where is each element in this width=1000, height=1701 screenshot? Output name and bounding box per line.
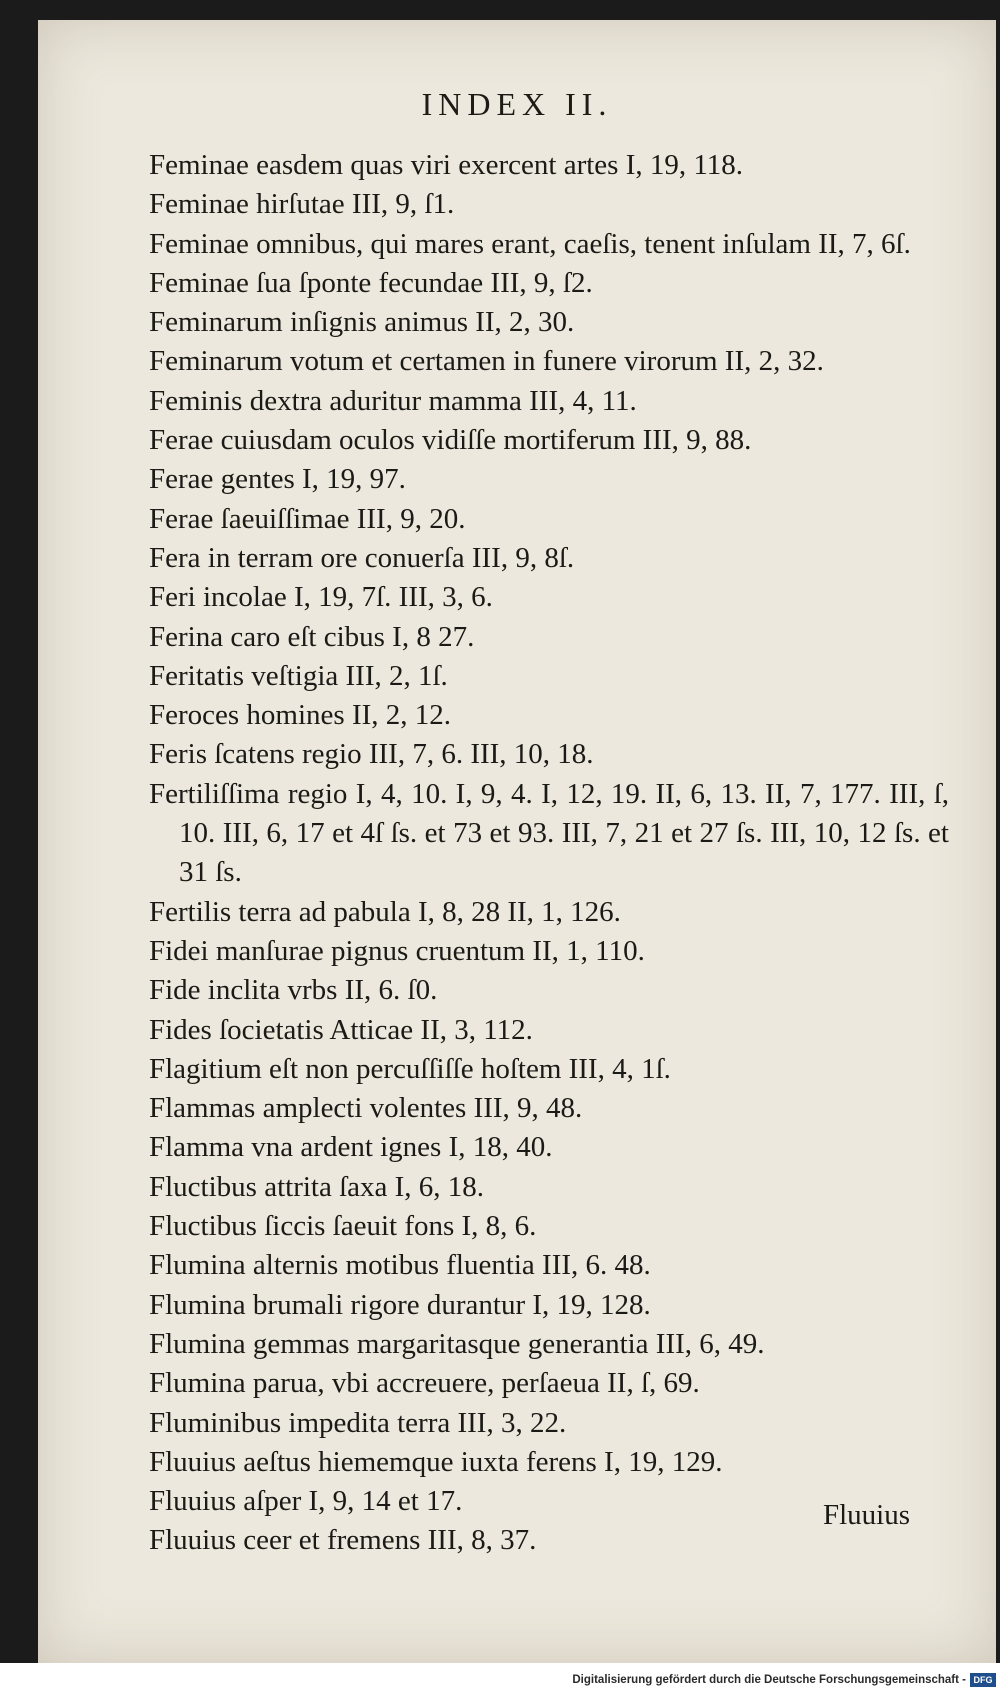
index-entry: Feminarum votum et certamen in funere virorum II, 2, 32. <box>149 345 824 378</box>
digitization-footer <box>0 1663 1000 1701</box>
index-entry: Feris ſcatens regio III, 7, 6. III, 10, 18. <box>149 738 594 771</box>
index-entry: Feminarum inſignis animus II, 2, 30. <box>149 306 575 339</box>
index-entry: Fertiliſſima regio I, 4, 10. I, 9, 4. I, 12, 19. II, 6, 13. II, 7, 177. III, ſ, 10. III, 6, 17 et 4ſ ſs. et 73 et 93. III, 7, 21 et 27 ſs. III, 10, 12 ſs. et 31 ſs. <box>149 777 949 889</box>
index-entry: Feroces homines II, 2, 12. <box>149 699 452 732</box>
page-header: INDEX II. <box>421 86 613 122</box>
index-entry: Feminae omnibus, qui mares erant, caeſis, tenent inſulam II, 7, 6ſ. <box>149 227 911 260</box>
index-entry: Ferae gentes I, 19, 97. <box>149 463 406 496</box>
index-entry: Ferae cuiusdam oculos vidiſſe mortiferum III, 9, 88. <box>149 424 752 457</box>
index-entry: Flumina brumali rigore durantur I, 19, 128. <box>149 1288 651 1321</box>
dfg-logo-icon: DFG <box>970 1673 996 1687</box>
index-entry: Fide inclita vrbs II, 6. ſ0. <box>149 974 438 1007</box>
index-entry: Feminae hirſutae III, 9, ſ1. <box>149 188 455 221</box>
index-entry: Flammas amplecti volentes III, 9, 48. <box>149 1092 583 1125</box>
index-entry: Ferina caro eſt cibus I, 8 27. <box>149 620 475 653</box>
index-entry: Flumina gemmas margaritasque generantia III, 6, 49. <box>149 1327 765 1360</box>
catchword: Fluuius <box>822 1499 910 1531</box>
index-entry: Flamma vna ardent ignes I, 18, 40. <box>149 1131 553 1164</box>
index-entry: Feminae ſua ſponte fecundae III, 9, ſ2. <box>149 266 593 299</box>
index-entry: Fidei manſurae pignus cruentum II, 1, 110. <box>149 934 645 967</box>
index-entry-list <box>149 146 949 1561</box>
index-entry: Fertilis terra ad pabula I, 8, 28 II, 1, 126. <box>149 895 621 928</box>
index-entry: Fluctibus attrita ſaxa I, 6, 18. <box>149 1170 485 1203</box>
index-entry: Feminae easdem quas viri exercent artes I, 19, 118. <box>149 149 744 181</box>
index-entry: Feritatis veſtigia III, 2, 1ſ. <box>149 659 448 692</box>
index-entry: Feri incolae I, 19, 7ſ. III, 3, 6. <box>149 581 493 614</box>
index-entry: Flumina alternis motibus fluentia III, 6. 48. <box>149 1249 651 1282</box>
index-entry: Flumina parua, vbi accreuere, perſaeua II, ſ, 69. <box>149 1367 700 1400</box>
index-entry: Flagitium eſt non percuſſiſſe hoſtem III, 4, 1ſ. <box>149 1052 671 1085</box>
index-entry: Feminis dextra aduritur mamma III, 4, 11. <box>149 384 637 417</box>
index-entry: Fluminibus impedita terra III, 3, 22. <box>149 1406 567 1439</box>
index-entry: Fluuius aſper I, 9, 14 et 17. <box>149 1485 463 1518</box>
index-entry: Fluuius aeſtus hiememque iuxta ferens I, 19, 129. <box>149 1445 723 1478</box>
index-entry: Fluctibus ſiccis ſaeuit fons I, 8, 6. <box>149 1210 537 1243</box>
book-page <box>38 20 996 1663</box>
index-entry: Fides ſocietatis Atticae II, 3, 112. <box>149 1013 533 1046</box>
index-entry: Fera in terram ore conuerſa III, 9, 8ſ. <box>149 541 575 574</box>
index-entry: Fluuius ceer et fremens III, 8, 37. <box>149 1524 537 1557</box>
index-entry: Ferae ſaeuiſſimae III, 9, 20. <box>149 502 466 535</box>
footer-credit: Digitalisierung gefördert durch die Deutsche Forschungsgemeinschaft - <box>572 1674 966 1686</box>
